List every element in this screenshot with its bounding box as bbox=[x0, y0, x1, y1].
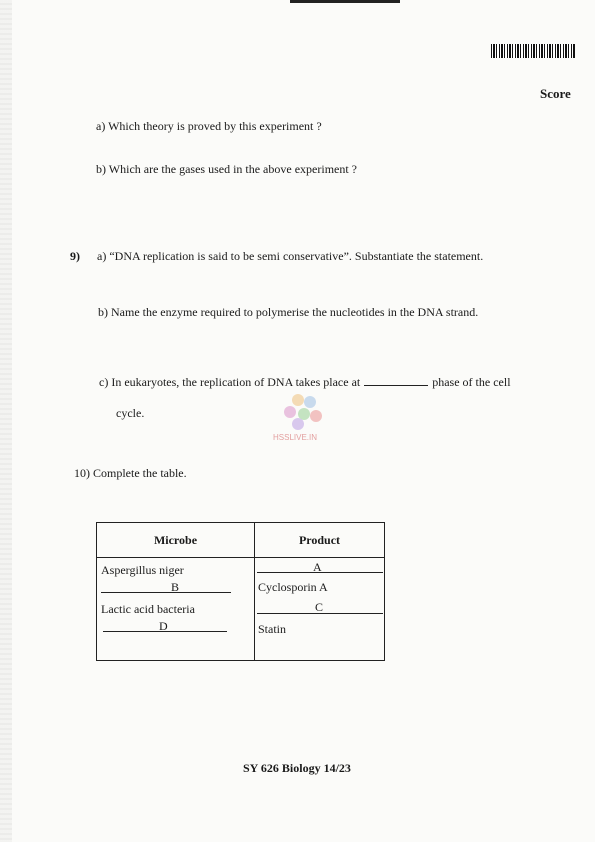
q9-part-b: b) Name the enzyme required to polymerise the nucleotides in the DNA strand. bbox=[98, 305, 479, 319]
watermark-text: HSSLIVE.IN bbox=[273, 433, 318, 442]
microbe-4: D bbox=[159, 619, 168, 633]
header-microbe: Microbe bbox=[97, 523, 255, 558]
microbe-1: Aspergillus niger bbox=[101, 563, 184, 577]
q9-c-text: c) In eukaryotes, the replication of DNA takes place at bbox=[99, 375, 361, 389]
microbe-product-table bbox=[96, 522, 385, 661]
q9-c-continuation: cycle. bbox=[116, 406, 145, 420]
score-label: Score bbox=[540, 86, 571, 101]
product-4: Statin bbox=[258, 622, 287, 636]
q9-c-text-end: phase of the cell bbox=[432, 375, 511, 389]
header-product: Product bbox=[255, 523, 385, 558]
prev-question-a: a) Which theory is proved by this experiment ? bbox=[96, 119, 322, 133]
microbe-column bbox=[97, 558, 255, 661]
product-3: C bbox=[315, 600, 324, 614]
scan-edge bbox=[0, 0, 12, 842]
product-1: A bbox=[313, 560, 322, 574]
barcode-image bbox=[491, 44, 575, 58]
q9-part-a: a) “DNA replication is said to be semi conservative”. Substantiate the statement. bbox=[97, 249, 484, 263]
q9-number: 9) bbox=[70, 249, 80, 263]
q10-label: 10) Complete the table. bbox=[74, 466, 187, 480]
page-footer: SY 626 Biology 14/23 bbox=[243, 761, 351, 775]
microbe-3: Lactic acid bacteria bbox=[101, 602, 195, 616]
q9-part-c bbox=[99, 375, 511, 390]
top-rule bbox=[290, 0, 400, 3]
answer-line-b bbox=[101, 592, 231, 593]
answer-blank bbox=[364, 375, 428, 386]
microbe-2: B bbox=[171, 580, 180, 594]
product-column bbox=[255, 558, 385, 661]
prev-question-b: b) Which are the gases used in the above experiment ? bbox=[96, 162, 358, 176]
product-2: Cyclosporin A bbox=[258, 580, 328, 594]
